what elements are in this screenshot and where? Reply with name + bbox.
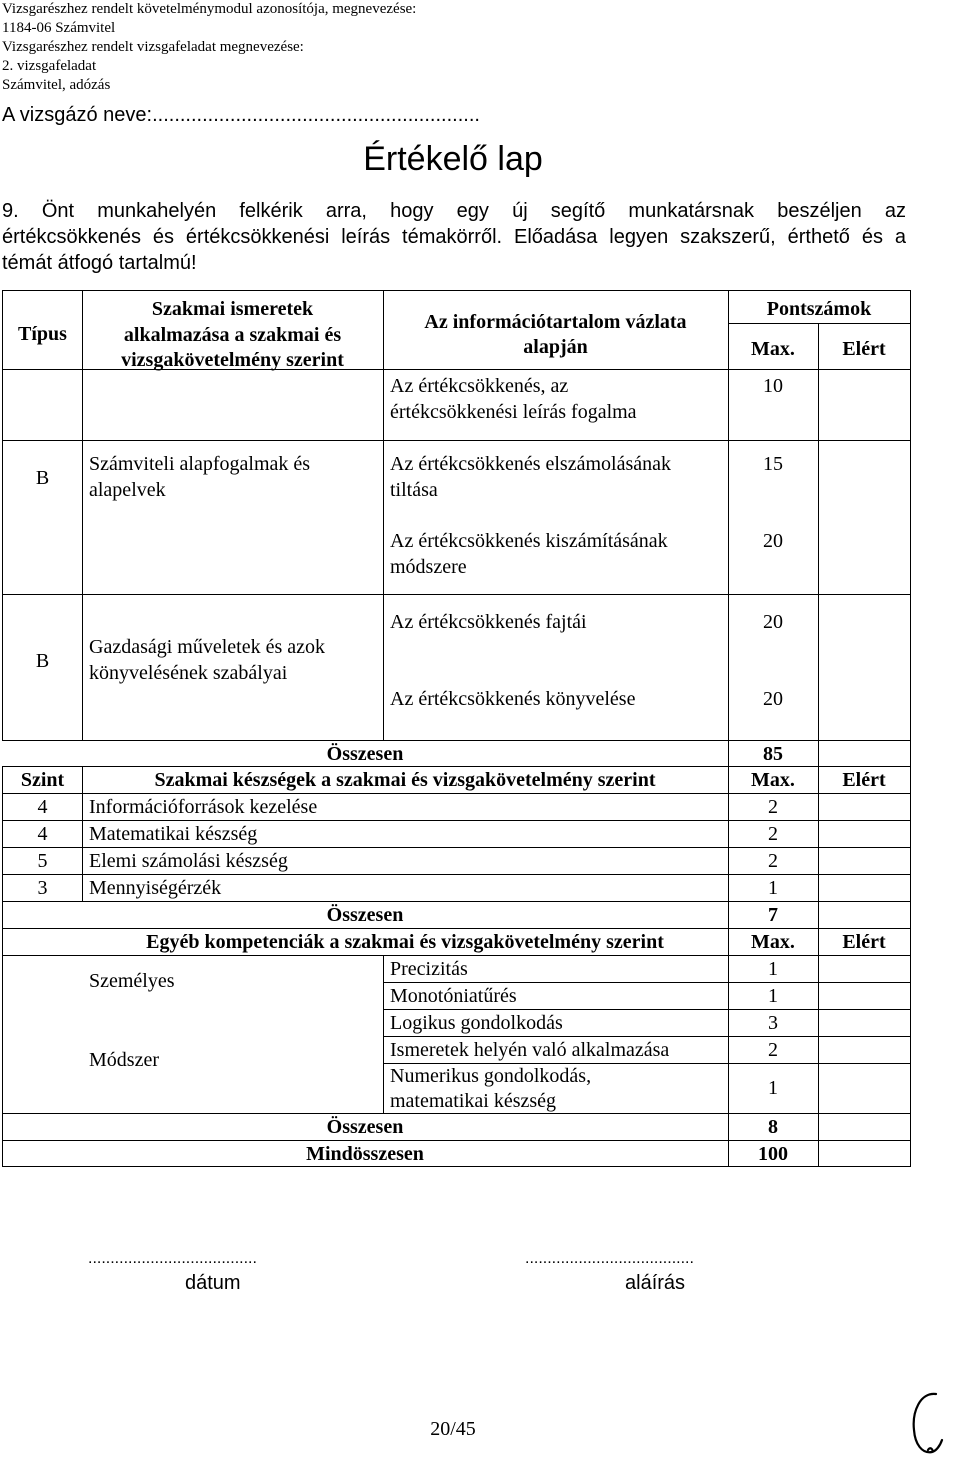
header-line: Számvitel, adózás [2,77,111,93]
col-info-header: alapján [523,336,588,358]
knowledge-cell: könyvelésének szabályai [89,662,288,684]
col-max-header: Max. [751,338,795,360]
table3-total-label: Összesen [326,1116,404,1138]
info-cell: Az értékcsökkenés kiszámításának [390,530,668,552]
col-skills-header: Szakmai készségek a szakmai és vizsgakövetelmény szerint [154,769,656,791]
skill-cell: matematikai készség [390,1090,557,1112]
col-other-header: Egyéb kompetenciák a szakmai és vizsgakövetelmény szerint [146,931,664,953]
info-cell: Az értékcsökkenés, az [390,375,569,397]
skill-cell: Matematikai készség [89,823,258,845]
date-line: ...................................... [88,1250,257,1267]
skill-cell: Mennyiségérzék [89,877,222,899]
max-cell: 20 [763,611,783,633]
col-max-header: Max. [751,769,795,791]
max-cell: 2 [768,1039,778,1061]
max-cell: 20 [763,688,783,710]
header-line: 2. vizsgafeladat [2,58,97,74]
type-cell: B [35,467,50,489]
type-cell: B [35,650,50,672]
level-cell: 5 [37,850,48,872]
skill-cell: Numerikus gondolkodás, [390,1065,592,1087]
max-cell: 1 [768,877,778,899]
info-cell: Az értékcsökkenés elszámolásának [390,453,671,475]
group-label-method: Módszer [89,1049,159,1071]
skill-cell: Információforrások kezelése [89,796,318,818]
page-number: 20/45 [430,1418,476,1440]
skill-cell: Precizitás [390,958,468,980]
info-cell: értékcsökkenési leírás fogalma [390,401,637,423]
col-max-header: Max. [751,931,795,953]
header-line: 1184-06 Számvitel [2,20,116,36]
col-knowledge-header: alkalmazása a szakmai és [123,324,342,346]
table2-total-label: Összesen [326,904,404,926]
max-cell: 3 [768,1012,778,1034]
max-cell: 2 [768,823,778,845]
task-line: értékcsökkenés és értékcsökkenési leírás témakörről. Előadása legyen szakszerű, érthető és a [2,226,906,248]
examinee-name-field: A vizsgázó neve:........................................................... [2,104,480,126]
level-cell: 4 [37,823,48,845]
col-level-header: Szint [20,769,65,791]
info-cell: módszere [390,556,467,578]
max-cell: 1 [768,1077,778,1099]
skill-cell: Monotóniatűrés [390,985,517,1007]
max-cell: 20 [763,530,783,552]
max-cell: 2 [768,850,778,872]
col-achieved-header: Elért [842,338,886,360]
signature-line: ...................................... [525,1250,694,1267]
col-knowledge-header: Szakmai ismeretek [151,298,314,320]
page-title: Értékelő lap [363,140,543,178]
info-cell: Az értékcsökkenés fajtái [390,611,587,633]
col-knowledge-header: vizsgakövetelmény szerint [121,349,344,371]
handwritten-mark-icon [906,1388,946,1460]
col-achieved-header: Elért [842,769,886,791]
grand-total-value: 100 [758,1143,788,1165]
max-cell: 10 [763,375,783,397]
skill-cell: Elemi számolási készség [89,850,288,872]
level-cell: 4 [37,796,48,818]
max-cell: 15 [763,453,783,475]
col-info-header: Az információtartalom vázlata [424,311,687,333]
header-line: Vizsgarészhez rendelt követelménymodul azonosítója, megnevezése: [2,1,417,17]
level-cell: 3 [37,877,48,899]
knowledge-cell: Gazdasági műveletek és azok [89,636,326,658]
col-type-header: Típus [18,323,67,345]
col-points-header: Pontszámok [766,298,872,320]
group-label-personal: Személyes [89,970,175,992]
date-label: dátum [185,1272,241,1294]
task-line: 9. Önt munkahelyén felkérik arra, hogy egy új segítő munkatársnak beszéljen az [2,200,906,222]
col-achieved-header: Elért [842,931,886,953]
signature-label: aláírás [625,1272,686,1294]
table3-total-value: 8 [768,1116,778,1138]
max-cell: 1 [768,985,778,1007]
task-description [2,198,906,276]
info-cell: Az értékcsökkenés könyvelése [390,688,636,710]
header-line: Vizsgarészhez rendelt vizsgafeladat megnevezése: [2,39,304,55]
task-line: témát átfogó tartalmú! [2,252,197,274]
knowledge-cell: Számviteli alapfogalmak és [89,453,311,475]
table1-total-label: Összesen [326,743,404,765]
skill-cell: Logikus gondolkodás [390,1012,563,1034]
max-cell: 2 [768,796,778,818]
table2-total-value: 7 [768,904,778,926]
info-cell: tiltása [390,479,438,501]
knowledge-cell: alapelvek [89,479,166,501]
table1-total-value: 85 [763,743,783,765]
skill-cell: Ismeretek helyén való alkalmazása [390,1039,670,1061]
max-cell: 1 [768,958,778,980]
grand-total-label: Mindösszesen [306,1143,424,1165]
